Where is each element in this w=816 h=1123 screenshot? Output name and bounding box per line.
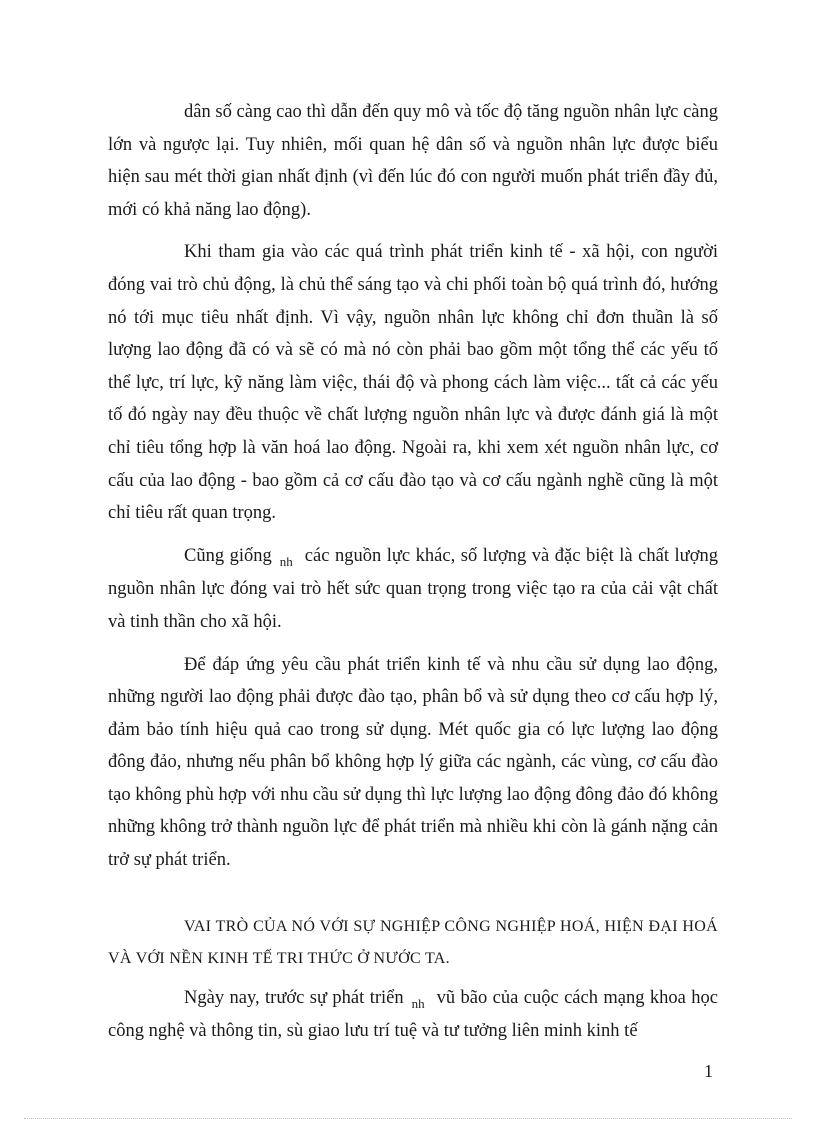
paragraph-text-start: Ngày nay, trước sự phát triển xyxy=(184,987,404,1008)
paragraph-text-start: Cũng giống xyxy=(184,545,272,566)
section-heading: VAI TRÒ CỦA NÓ VỚI SỰ NGHIỆP CÔNG NGHIỆP HOÁ, HIỆN ĐẠI HOÁ VÀ VỚI NỀN KINH TẾ TRI THỨC Ở NƯỚC TA. xyxy=(108,917,718,968)
paragraph-modern-development xyxy=(108,982,718,1048)
paragraph-text-end: các nguồn lực khác, số lượng và đặc biệt là chất lượng nguồn nhân lực đóng vai trò hết sức quan trọng trong việc tạo ra của cải vật chất và tinh thần cho xã hội. xyxy=(108,545,718,632)
subscript-fragment: nh xyxy=(279,553,293,569)
paragraph-human-role: Khi tham gia vào các quá trình phát triển kinh tế - xã hội, con người đóng vai trò chủ động, là chủ thể sáng tạo và chi phối toàn bộ quá trình đó, hướng nó tới mục tiêu nhất định. Vì vậy, nguồn nhân lực không chỉ đơn thuần là số lượng lao động đã có và sẽ có mà nó còn phải bao gồm một tổng thể các yếu tố thể lực, trí lực, kỹ năng làm việc, thái độ và phong cách làm việc... tất cả các yếu tố đó ngày nay đều thuộc về chất lượng nguồn nhân lực và được đánh giá là một chỉ tiêu tổng hợp là văn hoá lao động. Ngoài ra, khi xem xét nguồn nhân lực, cơ cấu của lao động - bao gồm cả cơ cấu đào tạo và cơ cấu ngành nghề cũng là một chỉ tiêu rất quan trọng. xyxy=(108,242,718,524)
page-bottom-divider xyxy=(24,1118,792,1119)
paragraph-resource-importance xyxy=(108,540,718,639)
subscript-fragment: nh xyxy=(411,995,425,1011)
page-number: 1 xyxy=(704,1061,713,1081)
paragraph-continuation: dân số càng cao thì dẫn đến quy mô và tốc độ tăng nguồn nhân lực càng lớn và ngược lại. Tuy nhiên, mối quan hệ dân số và nguồn nhân lực được biểu hiện sau mét thời gian nhất định (vì đến lúc đó con người muốn phát triển đầy đủ, mới có khả năng lao động). xyxy=(108,102,718,220)
paragraph-labor-structure: Để đáp ứng yêu cầu phát triển kinh tế và nhu cầu sử dụng lao động, những người lao động phải được đào tạo, phân bổ và sử dụng theo cơ cấu hợp lý, đảm bảo tính hiệu quả cao trong sử dụng. Mét quốc gia có lực lượng lao động đông đảo, nhưng nếu phân bổ không hợp lý giữa các ngành, các vùng, cơ cấu đào tạo không phù hợp với nhu cầu sử dụng thì lực lượng lao động đông đảo đó không những không trở thành nguồn lực để phát triển mà nhiều khi còn là gánh nặng cản trở sự phát triển. xyxy=(108,654,718,871)
document-body xyxy=(108,96,718,1058)
paragraph-text-end: vũ bão của cuộc cách mạng khoa học công nghệ và thông tin, sù giao lưu trí tuệ và tư tưởng liên minh kinh tế xyxy=(108,987,718,1042)
